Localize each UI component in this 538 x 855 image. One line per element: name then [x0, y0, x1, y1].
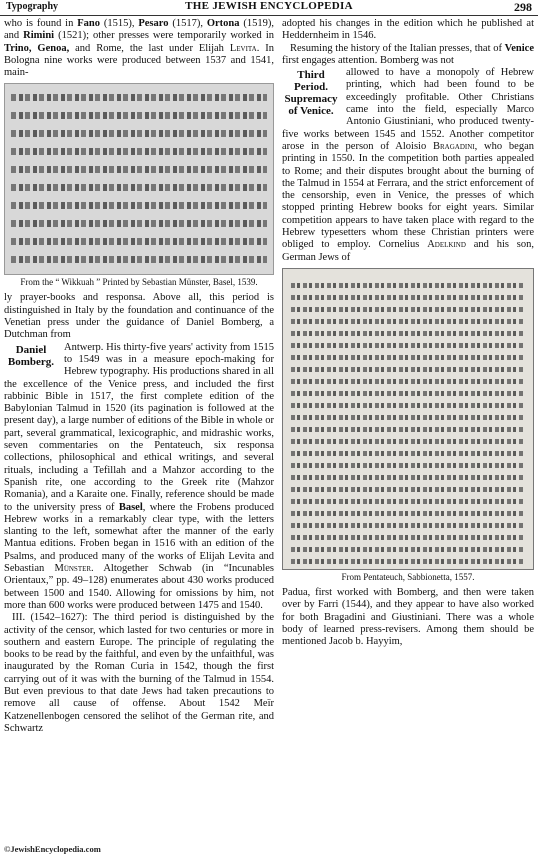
- paragraph: allowed to have a monopoly of Hebrew printing, which had been found to be exceedingly profitable. Other Christians came into the field, especially Marco Antonio Giustiniani, who produced twenty-five works between 1545 and 1552. Another competitor arose in the person of Aloisio Bragadini, who began printing in 1550. In the competition both parties appealed to Rome; and their disputes brought about the burning of the Talmud in 1554 at Ferrara, and the strict enforcement of the censorship, even in Venice, the presses of which stopped printing Hebrew books for eight years. Similar competition appears to have taken place with regard to the Hebrew typesetters whom these Christian printers were obliged to employ. Cornelius Adelkind and his son, German Jews of: [282, 67, 534, 263]
- margin-heading: Daniel Bomberg.: [7, 343, 55, 368]
- paragraph: III. (1542–1627): The third period is distinguished by the activity of the censor, which lasted for two centuries or more in southern and eastern Europe. The principle of regulating the books to be read by the faithful, and even by the unfaithful, was inaugurated by the Roman Curia in 1542, though the first carrying out of it was with the burning of the Talmud in 1554. But even previous to that date Jews had taken precautions to remove all cause of offense. About 1542 Meïr Katzenellenbogen censored the selihot of the German rite, and Schwartz: [4, 612, 274, 734]
- header-section: Typography: [6, 1, 59, 12]
- wikkuah-figure: [4, 83, 274, 275]
- paragraph: ly prayer-books and responsa. Above all, this period is distinguished in Italy by the foundation and continuance of the Venetian press under the guidance of Daniel Bomberg, a Dutchman from: [4, 292, 274, 341]
- figure-caption: From Pentateuch, Sabbionetta, 1557.: [341, 571, 475, 582]
- paragraph: who is found in Fano (1515), Pesaro (1517), Ortona (1519), and Rimini (1521); other presses were temporarily worked in Trino, Genoa, and Rome, the last under Elijah Levita. In Bologna nine works were produced between 1537 and 1541, main-: [4, 18, 275, 79]
- paragraph: Padua, first worked with Bomberg, and then were taken over by Farri (1544), and they appear to have also worked for both Bragadini and Giustiniani. There was a whole body of learned press-revisers. Among them should be mentioned Jacob b. Hayyim,: [282, 586, 534, 648]
- paragraph: Antwerp. His thirty-five years' activity from 1515 to 1549 was in a measure epoch-making for Hebrew typography. His productions shared in all the excellence of the Venice press, and included the first rabbinic Bible in 1517, the first complete edition of the Babylonian Talmud in 1520 (its pagination is followed at the present day), a large number of editions of the Bible in whole or part, several grammatical, lexicographic, and midrashic works, seven commentaries on the Pentateuch, six responsa collections, philosophical and ethical writings, and several rituals, including a Tefillah and a Mahzor according to the Spanish rite, one according to the Greek rite (Mahzor Romania), and a Karaite one. Finally, reference should be made to the university press of Basel, where the Frobens produced Hebrew works in a remarkably clear type, with the letters slanting to the left, somewhat after the manner of the early Mantua editions. Froben began in 1516 with an edition of the Psalms, and produced many of the works of Elijah Levita and Sebastian Münster. Altogether Schwab (in “Incunables Orientaux,” pp. 49–128) enumerates about 430 works produced between 1500 and 1540. Allowing for omissions by him, not more than 600 works were produced between 1475 and 1540.: [4, 341, 274, 611]
- paragraph: adopted his changes in the edition which he published at Heddernheim in 1546.: [282, 18, 534, 42]
- figure-caption: From the “ Wikkuah ” Printed by Sebastian Münster, Basel, 1539.: [20, 277, 258, 288]
- left-column: [4, 18, 274, 735]
- header-rule: [0, 15, 538, 16]
- margin-heading: Third Period. Supremacy of Venice.: [284, 69, 338, 118]
- page-number: 298: [514, 0, 532, 14]
- pentateuch-figure: [282, 268, 534, 570]
- paragraph: Resuming the history of the Italian presses, that of Venice first engages attention. Bomberg was not: [282, 42, 534, 66]
- header-title: THE JEWISH ENCYCLOPEDIA: [185, 0, 353, 12]
- watermark: ©JewishEncyclopedia.com: [4, 844, 101, 854]
- right-column: [282, 18, 534, 648]
- running-header: [0, 0, 538, 14]
